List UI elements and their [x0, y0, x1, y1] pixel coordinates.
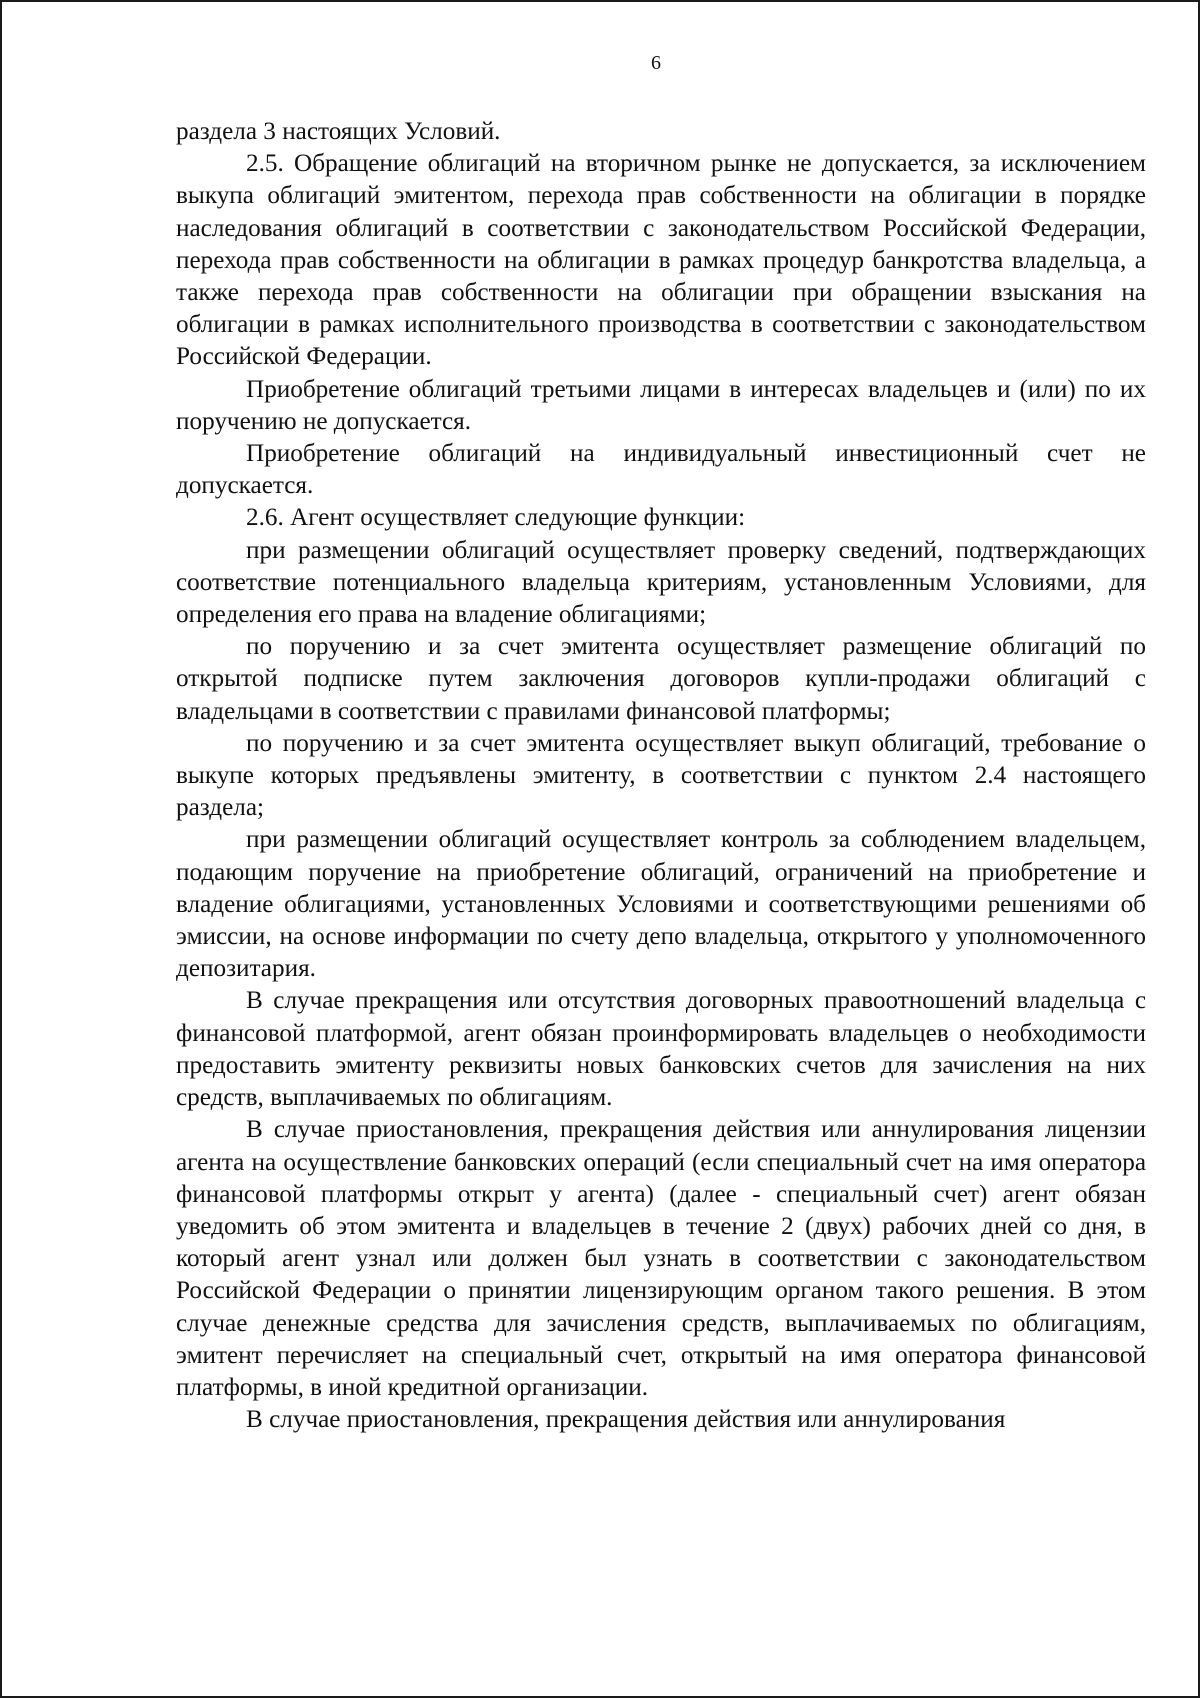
- paragraph: Приобретение облигаций на индивидуальный инвестиционный счет не допускается.: [176, 440, 1146, 500]
- paragraph: по поручению и за счет эмитента осуществляет размещение облигаций по открытой подписке путем заключения договоров купли-продажи облигаций с владельцами в соответствии с правилами финансовой платформы;: [176, 633, 1146, 725]
- paragraph: при размещении облигаций осуществляет проверку сведений, подтверждающих соответствие потенциального владельца критериям, установленным Условиями, для определения его права на владение облигациями;: [176, 536, 1146, 629]
- paragraph: раздела 3 настоящих Условий.: [176, 118, 501, 145]
- paragraph: В случае прекращения или отсутствия договорных правоотношений владельца с финансовой платформой, агент обязан проинформировать владельцев о необходимости предоставить эмитенту реквизиты новых банковских счетов для зачисления на них средств, выплачиваемых по облигациям.: [176, 987, 1146, 1112]
- paragraph: по поручению и за счет эмитента осуществляет выкуп облигаций, требование о выкупе которых предъявлены эмитенту, в соответствии с пунктом 2.4 настоящего раздела;: [176, 729, 1146, 822]
- paragraph: 2.5. Обращение облигаций на вторичном рынке не допускается, за исключением выкупа облигаций эмитентом, перехода прав собственности на облигации в порядке наследования облигаций в соответствии с законодательством Российской Федерации, перехода прав собственности на облигации в рамках процедур банкротства владельца, а также перехода прав собственности на облигации при обращении взыскания на облигации в рамках исполнительного производства в соответствии с законодательством Российской Федерации.: [176, 150, 1146, 371]
- paragraph: 2.6. Агент осуществляет следующие функции:: [246, 504, 746, 532]
- document-body: [176, 116, 1146, 1436]
- paragraph: В случае приостановления, прекращения действия или аннулирования: [246, 1406, 1006, 1434]
- page-number: 6: [651, 52, 661, 74]
- paragraph: Приобретение облигаций третьими лицами в интересах владельцев и (или) по их поручению не допускается.: [176, 375, 1146, 435]
- paragraph: при размещении облигаций осуществляет контроль за соблюдением владельцем, подающим поручение на приобретение облигаций, ограничений на приобретение и владение облигациями, установленных Условиями и соответствующими решениями об эмиссии, на основе информации по счету депо владельца, открытого у уполномоченного депозитария.: [176, 826, 1146, 983]
- paragraph: В случае приостановления, прекращения действия или аннулирования лицензии агента на осуществление банковских операций (если специальный счет на имя оператора финансовой платформы открыт у агента) (далее - специальный счет) агент обязан уведомить об этом эмитента и владельцев в течение 2 (двух) рабочих дней со дня, в который агент узнал или должен был узнать в соответствии с законодательством Российской Федерации о принятии лицензирующим органом такого решения. В этом случае денежные средства для зачисления средств, выплачиваемых по облигациям, эмитент перечисляет на специальный счет, открытый на имя оператора финансовой платформы, в иной кредитной организации.: [176, 1116, 1146, 1401]
